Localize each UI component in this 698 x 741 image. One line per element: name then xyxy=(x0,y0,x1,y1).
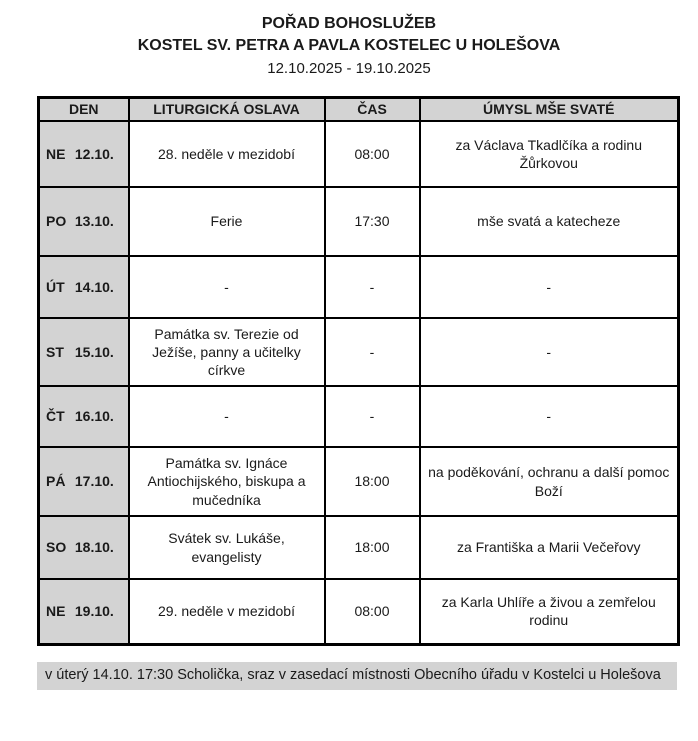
time-cell: 18:00 xyxy=(325,447,420,516)
day-cell xyxy=(39,318,129,386)
intention-cell: za Václava Tkadlčíka a rodinu Žůrkovou xyxy=(420,121,679,187)
day-cell xyxy=(39,447,129,516)
document-header xyxy=(0,0,698,77)
intention-cell: - xyxy=(420,318,679,386)
day-abbreviation: PÁ xyxy=(46,473,66,490)
celebration-cell: 29. neděle v mezidobí xyxy=(129,579,325,644)
day-date: 19.10. xyxy=(74,603,114,620)
celebration-cell: - xyxy=(129,386,325,447)
day-date: 15.10. xyxy=(74,343,114,360)
table-row xyxy=(39,121,679,187)
church-name: KOSTEL SV. PETRA A PAVLA KOSTELEC U HOLEŠOVA xyxy=(137,37,561,54)
day-date: 17.10. xyxy=(74,473,114,490)
day-cell xyxy=(39,579,129,644)
schedule-table xyxy=(37,96,680,646)
day-abbreviation: ST xyxy=(46,343,64,360)
day-cell xyxy=(39,121,129,187)
time-cell: 17:30 xyxy=(325,187,420,256)
celebration-cell: Památka sv. Ignáce Antiochijského, biskupa a mučedníka xyxy=(129,447,325,516)
celebration-cell: 28. neděle v mezidobí xyxy=(129,121,325,187)
intention-cell: - xyxy=(420,386,679,447)
table-row xyxy=(39,318,679,386)
column-header-day: DEN xyxy=(39,98,129,122)
day-abbreviation: PO xyxy=(46,213,67,230)
table-row xyxy=(39,187,679,256)
day-cell xyxy=(39,256,129,318)
table-row xyxy=(39,447,679,516)
day-date: 12.10. xyxy=(74,145,114,162)
time-cell: - xyxy=(325,386,420,447)
intention-cell: mše svatá a katecheze xyxy=(420,187,679,256)
day-abbreviation: ČT xyxy=(46,408,65,425)
day-cell xyxy=(39,187,129,256)
day-abbreviation: ÚT xyxy=(46,278,65,295)
column-header-intention: ÚMYSL MŠE SVATÉ xyxy=(420,98,679,122)
column-header-time: ČAS xyxy=(325,98,420,122)
intention-cell: za Františka a Marii Večeřovy xyxy=(420,516,679,579)
celebration-cell: Památka sv. Terezie od Ježíše, panny a učitelky církve xyxy=(129,318,325,386)
day-abbreviation: NE xyxy=(46,145,66,162)
day-date: 18.10. xyxy=(74,539,114,556)
day-date: 14.10. xyxy=(74,278,114,295)
table-row xyxy=(39,386,679,447)
day-abbreviation: NE xyxy=(46,603,66,620)
time-cell: 08:00 xyxy=(325,579,420,644)
celebration-cell: Svátek sv. Lukáše, evangelisty xyxy=(129,516,325,579)
celebration-cell: Ferie xyxy=(129,187,325,256)
time-cell: - xyxy=(325,318,420,386)
day-abbreviation: SO xyxy=(46,539,67,556)
day-cell xyxy=(39,386,129,447)
column-header-celebration: LITURGICKÁ OSLAVA xyxy=(129,98,325,122)
celebration-cell: - xyxy=(129,256,325,318)
day-date: 16.10. xyxy=(74,408,114,425)
footer-note: v úterý 14.10. 17:30 Scholička, sraz v zasedací místnosti Obecního úřadu v Kostelci u Holešova xyxy=(37,662,677,690)
table-header-row xyxy=(39,98,679,122)
intention-cell: - xyxy=(420,256,679,318)
day-cell xyxy=(39,516,129,579)
page-title: POŘAD BOHOSLUŽEB xyxy=(261,15,437,32)
time-cell: - xyxy=(325,256,420,318)
time-cell: 18:00 xyxy=(325,516,420,579)
day-date: 13.10. xyxy=(74,213,114,230)
intention-cell: za Karla Uhlíře a živou a zemřelou rodinu xyxy=(420,579,679,644)
intention-cell: na poděkování, ochranu a další pomoc Boží xyxy=(420,447,679,516)
table-row xyxy=(39,256,679,318)
date-range: 12.10.2025 - 19.10.2025 xyxy=(267,60,431,77)
table-row xyxy=(39,579,679,644)
table-row xyxy=(39,516,679,579)
time-cell: 08:00 xyxy=(325,121,420,187)
